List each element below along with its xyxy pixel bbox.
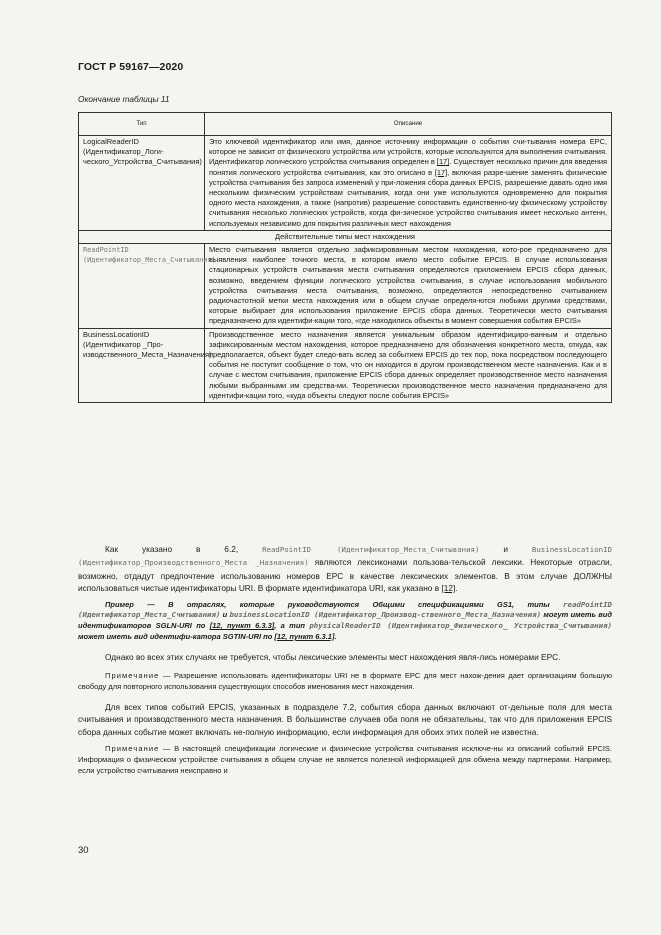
description-cell: Место считывания является отдельно зафиксированным местом нахождения, кото-рое предназначено для выявления наиболее точного места, в котором имело место событие EPCIS. В случае использования стационарных устройств считывания места считывания определяются приложением EPCIS сбора данных, возможно, введением функции логического устройства считывания, в случае использования мобильного устройства считывания места считывания, возможно, определяются непосредственно считыванием радиочастотной метки места нахождения или в общем случае определя-ются любыми другими средствами, которые выбирает для использования приложение EPCIS сбора данных. Теоретически место считывания предназначено для идентифи-кации того, «где находились объекты в момент совершения события EPCIS» [205,244,612,329]
text: , включая разре-шение заменять физические устройства считывания без запроса изменений у при-ложения сбора данных EPCIS, разрешение давать одно имя нескольким физическим устройствам считывания, когда они уже используются одновременно для покрытия одного места нахождения, а также (напротив) разрешение сопоставить единственно-му физическому устройству считывания несколько логических устройств, когда фи-зическое устройство считывания имеет несколько антенн, используемых независимо для покрытия различных мест нахождения [209,167,607,228]
code-term: physicalReaderID (Идентификатор_Физического_ Устройства_Считывания) [309,621,612,631]
text: могут иметь вид идентификаторов SGLN-URI по [78,610,612,631]
description-cell: Производственное место назначения является уникальным образом идентифициро-ванным и отдельно зафиксированным местом нахождения, которое предназначено для обозначения конкретного места, откуда, как предполагается, объект будет следо-вать вслед за событием EPCIS до тех пор, пока посредством последующего события не поступит сообщение о том, что он находится в другом производственном месте назначения. Как и в случае с местом считывания, приложение EPCIS сбора данных определяет производственное место назначения любыми выбранными им средства-ми. Теоретически производственное место назначения предназначено для идентифи-кации того, «куда объекты следуют после события EPCIS» [205,328,612,402]
text: Пример — В отраслях, которые руководствуются Общими спецификациями GS1, типы [105,599,564,609]
paragraph: Для всех типов событий EPCIS, указанных в подразделе 7.2, события сбора данных включают от-дельные поля для места считывания и производственного места назначения. В большинстве случаев оба поля не обязательны, так что для приложения EPCIS сбора данных событие может включать не-полную информацию, если информация для обоих этих полей не известна. [78,701,612,737]
definitions-table [78,112,612,403]
note-label: Примечание [105,744,160,754]
table-row [79,328,612,402]
reference-link[interactable]: [12, пункт 6.3.3] [209,621,275,631]
note-label: Примечание [105,671,160,681]
code-term: BusinessLocationID (Идентификатор_Производственного_Места _Назначения) [78,545,612,568]
column-header-description: Описание [205,113,612,136]
table-header-row [79,113,612,136]
text: являются лексиконами пользова-тельской лексики. Некоторые отрасли, возможно, отдадут предпочтение использованию номеров EPC в качестве лексических элементов. В этом случае ДОЛЖНЫ использоваться чистые идентификаторы URI. В формате идентификатора URI, как указано в [78,557,612,594]
text: — Разрешение использовать идентификаторы URI не в формате EPC для мест нахож-дения дает организациям большую свободу для повторного использования существующих способов именования мест нахождения. [78,671,612,692]
description-cell [205,136,612,231]
text: может иметь вид идентифи-катора SGTIN-URI по [78,632,275,642]
text: — В настоящей спецификации логические и физические устройства считывания исключе-ны из описаний событий EPCIS. Информация о физическом устройстве считывания в общем случае не является полезной информацией для обмена между партнерами. Например, если устройство считывания неисправно и [78,744,612,775]
example-paragraph [78,600,612,643]
reference-link[interactable]: [12, пункт 6.3.1] [274,632,335,642]
note-paragraph [78,744,612,776]
code-term: readPointID (Идентификатор_Места_Считывания) [78,599,612,620]
paragraph: Однако во всех этих случаях не требуется, чтобы лексические элементы мест нахождения явля-лись номерами EPC. [105,651,561,662]
text: Как указано в 6.2, [105,544,263,554]
table-section-row [79,230,612,243]
note-paragraph [78,671,612,693]
text: и [479,544,532,554]
page-number: 30 [78,845,89,856]
reference-link[interactable]: [17] [436,157,450,167]
reference-link[interactable]: [12] [441,583,456,594]
text: Это ключевой идентификатор или имя, данное источнику информации о событии счи-тывания номера EPC, которое не зависит от физического устройства или устройств, которые используются для выполнения считывания. Идентификатор логического устройства считывания определен в [209,137,607,167]
type-cell: LogicalReaderID (Идентификатор_Логи-ческого_Устройства_Считывания) [79,136,205,231]
text: , а тип [274,621,310,631]
section-heading: Действительные типы мест нахождения [79,230,612,243]
text: . Существует несколько причин для введения понятия логического устройства считывания, как это описано в [209,157,608,177]
code-term: businessLocationID (Идентификатор_Производ-ственного_Места_Назначения) [229,610,542,620]
table-row [79,136,612,231]
code-term: ReadPointID (Идентификатор_Места_Считывания) [262,545,480,554]
text: . [334,632,337,642]
text: и [220,610,230,620]
standard-code: ГОСТ Р 59167—2020 [78,61,184,73]
table-row [79,244,612,329]
column-header-type: Тип [79,113,205,136]
paragraph [78,543,612,595]
reference-link[interactable]: [17] [434,167,448,177]
type-cell: BusinessLocationID (Идентификатор _Про-изводственного_Места_Назначения) [79,328,205,402]
table-caption: Окончание таблицы 11 [78,94,170,104]
body-text [78,543,612,776]
text: . [455,583,458,594]
type-cell: ReadPointID (Идентификатор_Места_Считывания) [79,244,205,329]
